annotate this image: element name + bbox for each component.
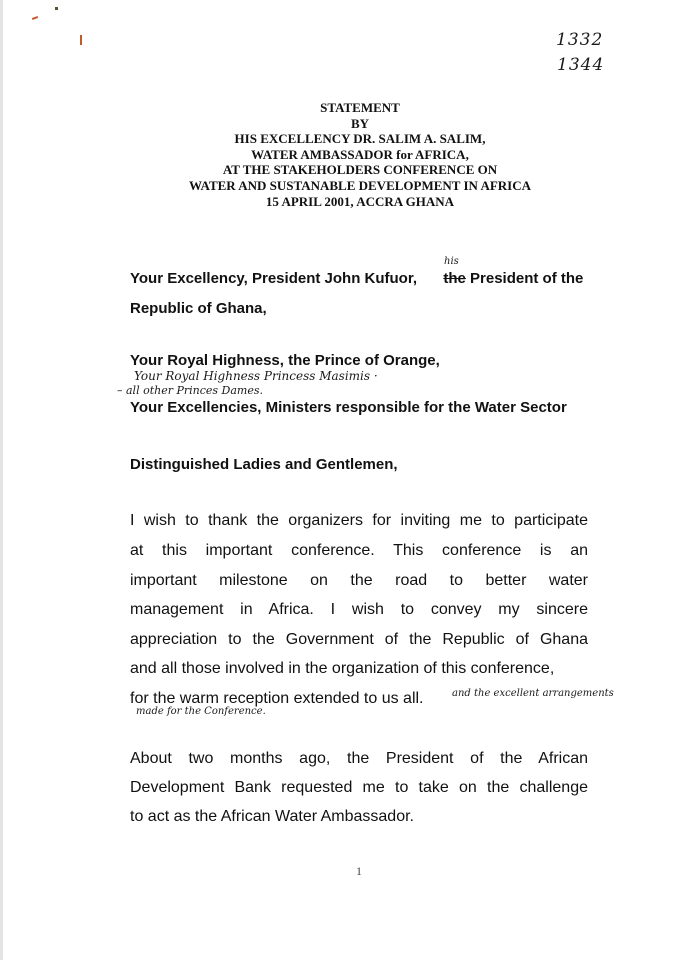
handwritten-annotation: and the excellent arrangements — [452, 688, 614, 699]
header-line: STATEMENT — [320, 100, 400, 115]
header-line: BY — [350, 115, 370, 131]
handwritten-annotation: made for the Conference. — [136, 706, 266, 717]
scan-mark — [32, 16, 38, 20]
paragraph-line: important milestone on the road to better water — [130, 572, 588, 589]
paragraph-line: appreciation to the Government of the Republic of Ghana — [130, 631, 588, 648]
struck-word: the — [443, 270, 466, 287]
header-line: WATER AMBASSADOR for AFRICA, — [251, 146, 469, 162]
salutation-republic: Republic of Ghana, — [130, 300, 267, 317]
paragraph-line: for the warm reception extended to us all. — [130, 690, 424, 707]
scan-mark — [55, 7, 58, 10]
salutation-president — [130, 270, 583, 287]
scan-edge — [0, 0, 3, 960]
statement-header — [120, 100, 600, 209]
salutation-text: President of the — [470, 270, 584, 287]
header-line: 15 APRIL 2001, ACCRA GHANA — [265, 193, 455, 209]
salutation-text: Your Excellency, President John Kufuor, — [130, 270, 418, 287]
handwritten-ref-1: 1332 — [556, 30, 604, 50]
scan-mark — [80, 35, 82, 45]
page-number: 1 — [356, 864, 362, 878]
header-line: AT THE STAKEHOLDERS CONFERENCE ON — [222, 162, 498, 178]
header-line: HIS EXCELLENCY DR. SALIM A. SALIM, — [234, 131, 486, 147]
handwritten-annotation: Your Royal Highness Princess Masimis · — [134, 369, 378, 383]
salutation-ministers: Your Excellencies, Ministers responsible for the Water Sector — [130, 399, 567, 416]
salutation-prince: Your Royal Highness, the Prince of Orange, — [130, 352, 440, 369]
paragraph-line: and all those involved in the organization of this conference, — [130, 660, 555, 677]
paragraph-line: at this important conference. This conference is an — [130, 542, 588, 559]
paragraph-line: About two months ago, the President of the African — [130, 750, 588, 767]
salutation-ladies-gentlemen: Distinguished Ladies and Gentlemen, — [130, 456, 398, 473]
handwritten-insert: his — [444, 256, 459, 267]
handwritten-annotation: – all other Princes Dames. — [117, 384, 264, 397]
paragraph-line: management in Africa. I wish to convey my sincere — [130, 601, 588, 618]
paragraph-line: I wish to thank the organizers for inviting me to participate — [130, 512, 588, 529]
paragraph-line: Development Bank requested me to take on the challenge — [130, 779, 588, 796]
handwritten-ref-2: 1344 — [557, 55, 605, 75]
header-line: WATER AND SUSTANABLE DEVELOPMENT IN AFRICA — [188, 177, 532, 193]
paragraph-line: to act as the African Water Ambassador. — [130, 808, 414, 825]
